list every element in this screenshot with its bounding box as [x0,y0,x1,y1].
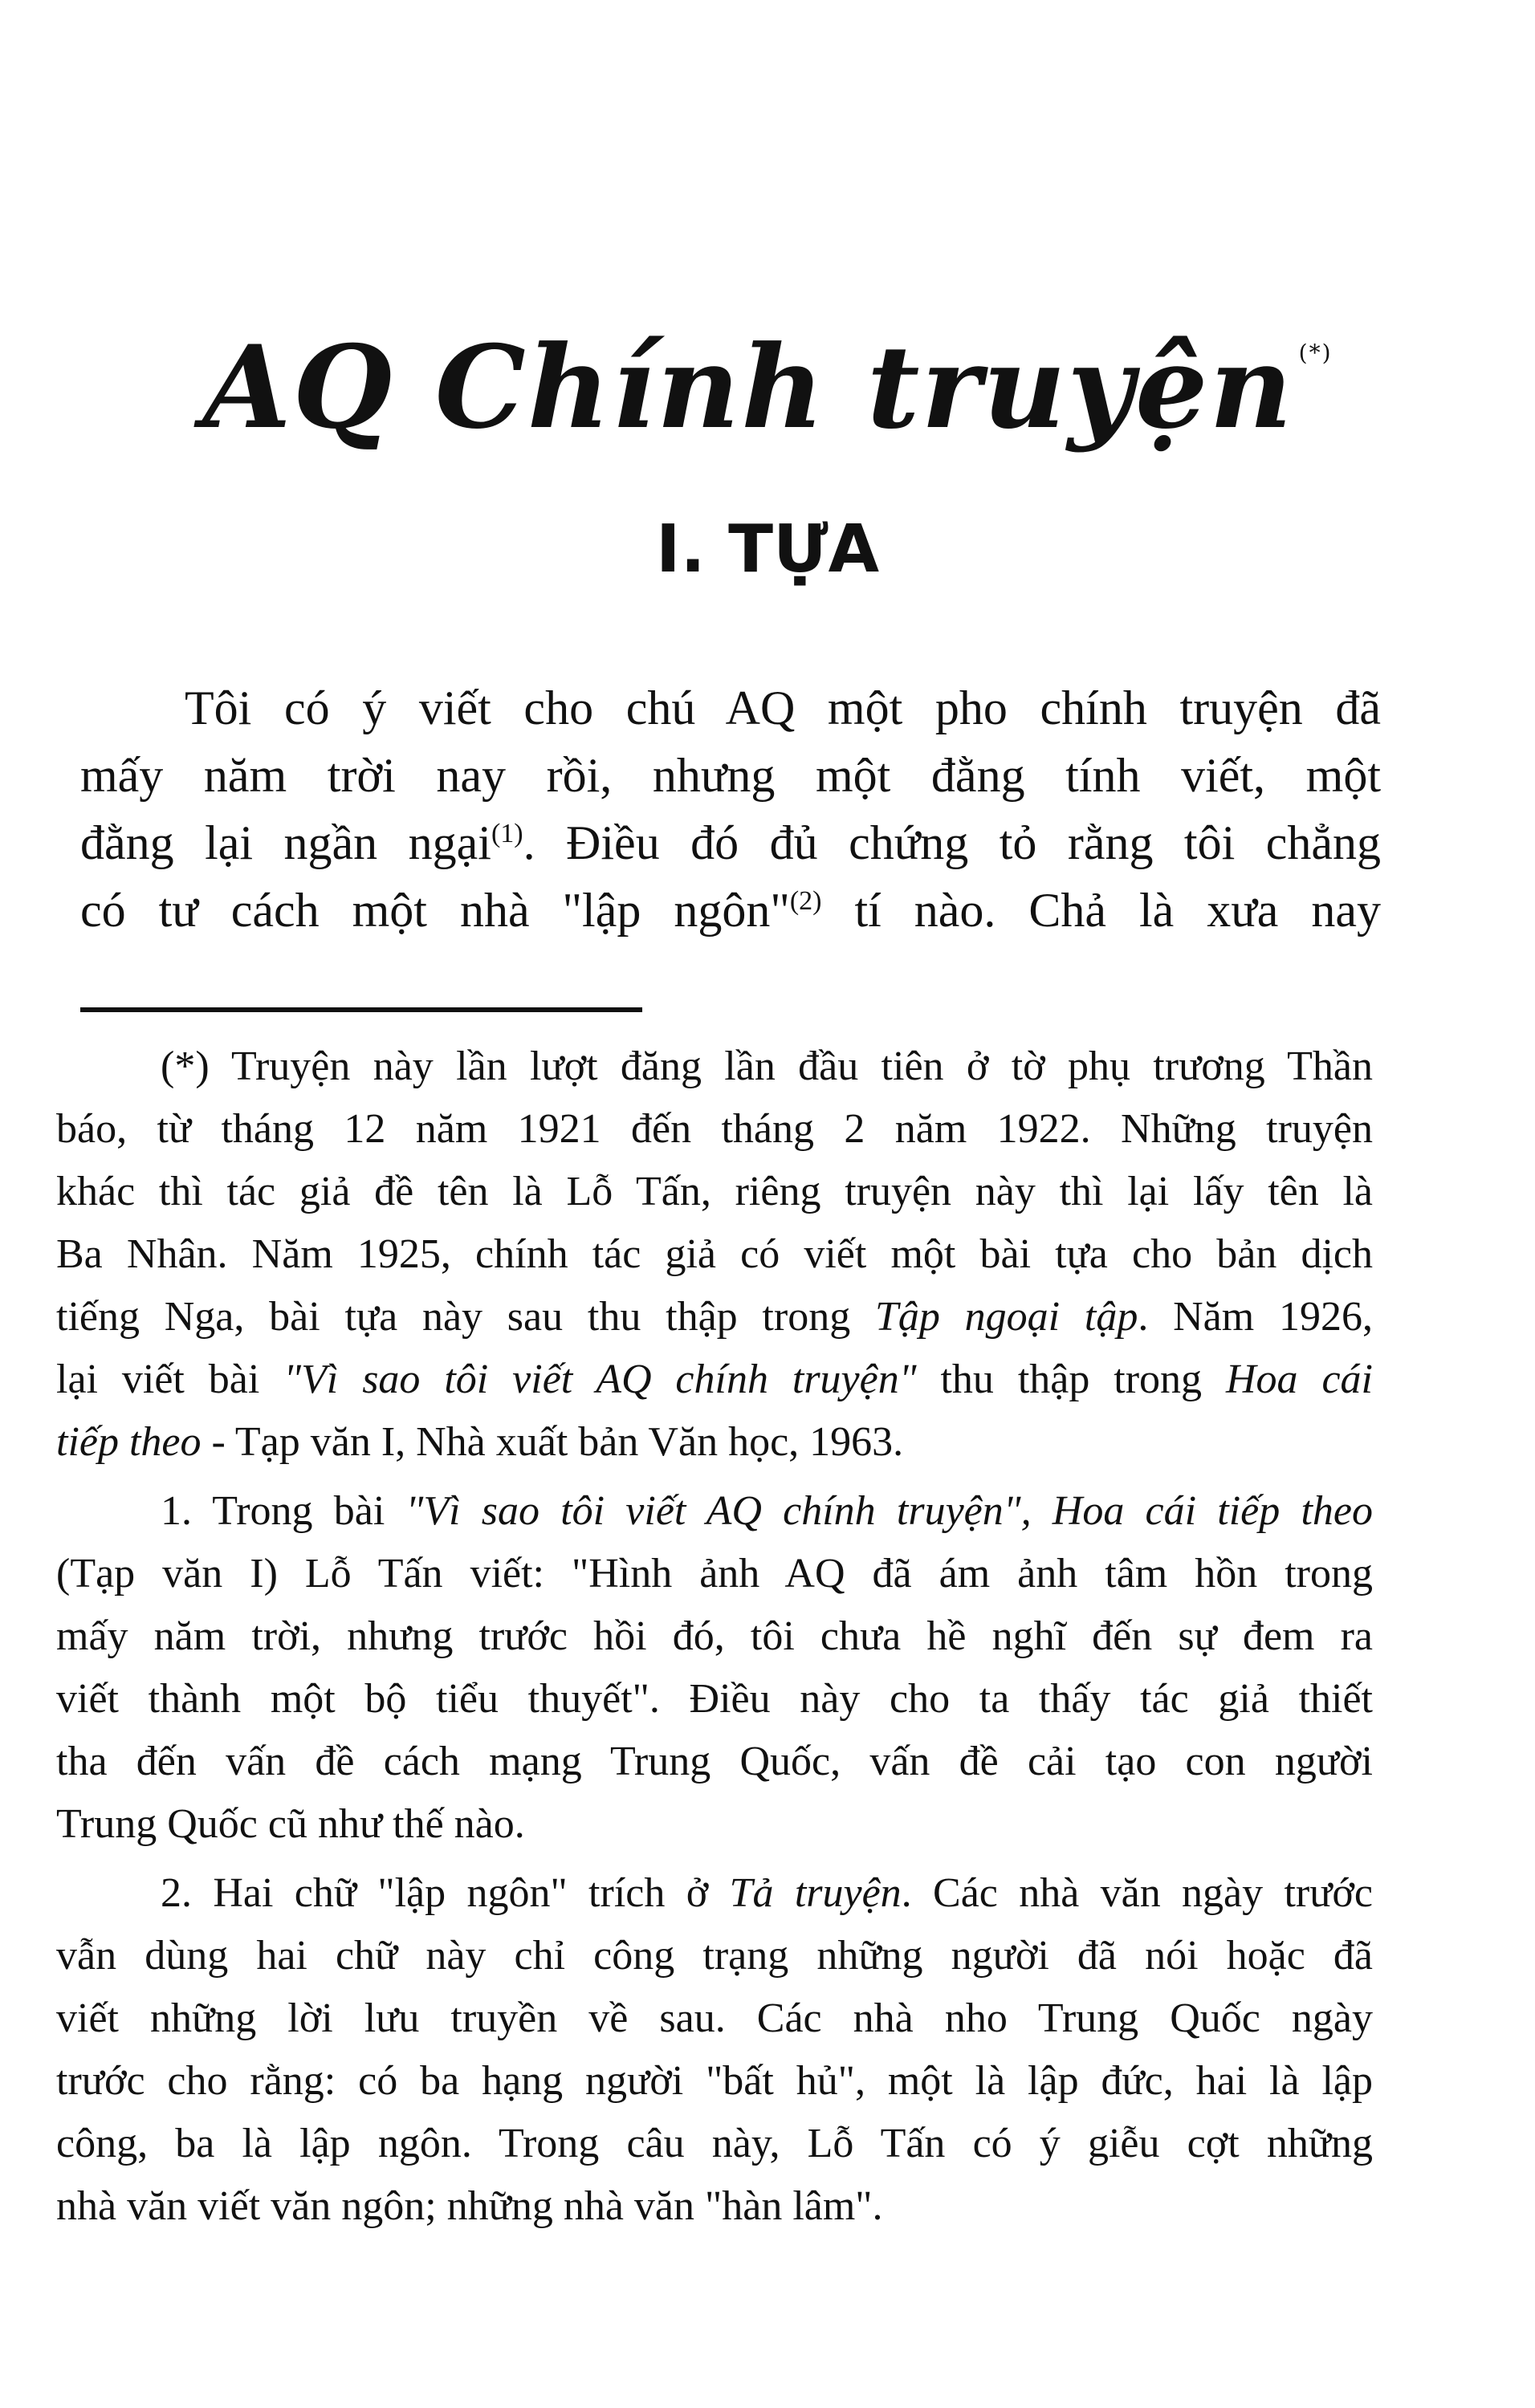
body-line: mấy năm trời nay rồi, nhưng một đằng tính viết, một [80,749,1381,802]
section-heading: I. TỰA [655,511,880,588]
book-title-italic: "Vì sao tôi viết AQ chính truyện" [283,1357,917,1402]
body-text-run: . Điều đó đủ chứng tỏ rằng tôi chẳng [523,816,1381,869]
footnote-line: vẫn dùng hai chữ này chỉ công trạng những người đã nói hoặc đã [56,1933,1373,1979]
footnote-text-run: tiếng Nga, bài tựa này sau thu thập trong [56,1294,875,1340]
body-line: Tôi có ý viết cho chú AQ một pho chính truyện đã [185,681,1381,734]
footnote-line: trước cho rằng: có ba hạng người "bất hủ", một là lập đức, hai là lập [56,2058,1373,2104]
footnotes [56,1035,1373,2244]
footnote-1 [56,1480,1373,1856]
body-line [80,877,1381,944]
footnote-text-run: . Năm 1926, [1138,1294,1373,1340]
footnote-line: viết những lời lưu truyền về sau. Các nhà nho Trung Quốc ngày [56,1995,1373,2041]
body-text-run: có tư cách một nhà "lập ngôn" [80,884,790,937]
footnote-line: nhà văn viết văn ngôn; những nhà văn "hàn lâm". [56,2183,883,2229]
book-title-italic: "Vì sao tôi viết AQ chính truyện", Hoa cái tiếp theo [405,1488,1373,1534]
body-text-run: đằng lại ngần ngại [80,816,491,869]
footnote-divider [80,1007,642,1012]
footnote-text-run: lại viết bài [56,1357,284,1402]
body-line [80,809,1381,877]
footnote-line: Ba Nhân. Năm 1925, chính tác giả có viết một bài tựa cho bản dịch [56,1231,1373,1277]
chapter-title-text: AQ Chính truyện [202,321,1294,454]
footnote-text-run: - Tạp văn I, Nhà xuất bản Văn học, 1963. [201,1419,904,1465]
footnote-star [56,1035,1373,1474]
footnote-line: công, ba là lập ngôn. Trong câu này, Lỗ Tấn có ý giễu cợt những [56,2121,1373,2166]
footnote-text-run: 2. Hai chữ "lập ngôn" trích ở [161,1870,730,1916]
footnote-line [56,1411,1373,1474]
body-paragraph [80,674,1381,944]
footnote-line: tha đến vấn đề cách mạng Trung Quốc, vấn đề cải tạo con người [56,1739,1373,1784]
book-title-italic: Hoa cái [1225,1357,1373,1402]
book-title-italic: Tả truyện [729,1870,902,1916]
footnote-line [56,1862,1373,1925]
title-note-mark: (*) [1298,340,1333,366]
footnote-2 [56,1862,1373,2238]
footnote-text-run: 1. Trong bài [161,1488,406,1534]
footnote-line [56,1286,1373,1348]
chapter-title [0,321,1535,454]
book-title-italic: Tập ngoại tập [874,1294,1138,1340]
footnote-line: viết thành một bộ tiểu thuyết". Điều này cho ta thấy tác giả thiết [56,1676,1373,1722]
body-text-run: tí nào. Chả là xưa nay [821,884,1382,937]
footnote-text-run: thu thập trong [916,1357,1226,1402]
footnote-line: (Tạp văn I) Lỗ Tấn viết: "Hình ảnh AQ đã ám ảnh tâm hồn trong [56,1551,1373,1597]
footnote-line: mấy năm trời, nhưng trước hồi đó, tôi chưa hề nghĩ đến sự đem ra [56,1613,1373,1659]
footnote-line [56,1480,1373,1543]
footnote-line: báo, từ tháng 12 năm 1921 đến tháng 2 năm 1922. Những truyện [56,1106,1373,1152]
footnote-line: khác thì tác giả đề tên là Lỗ Tấn, riêng truyện này thì lại lấy tên là [56,1169,1373,1214]
footnote-text-run: . Các nhà văn ngày trước [901,1870,1374,1916]
footnote-line: Trung Quốc cũ như thế nào. [56,1801,525,1847]
footnote-ref-2: (2) [789,886,822,916]
footnote-ref-1: (1) [491,819,523,848]
footnote-line: (*) Truyện này lần lượt đăng lần đầu tiên ở tờ phụ trương Thần [161,1043,1373,1089]
book-title-italic: tiếp theo [56,1419,202,1465]
footnote-line [56,1348,1373,1411]
